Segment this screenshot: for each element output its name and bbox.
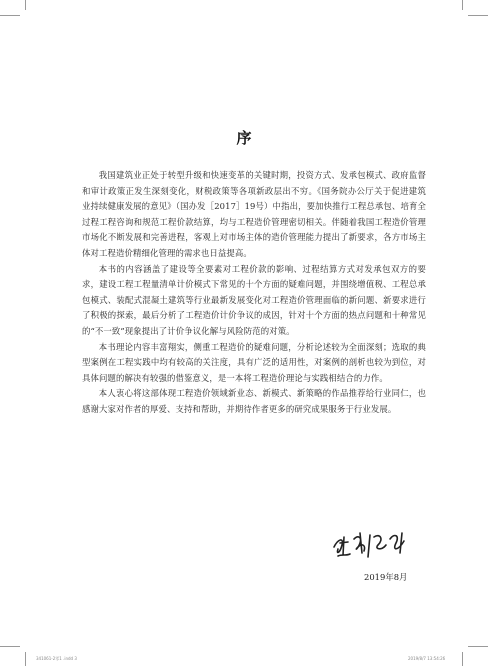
crop-mark-top-left-v bbox=[25, 0, 26, 10]
paragraph: 本书理论内容丰富翔实，侧重工程造价的疑难问题，分析论述较为全面深刻；选取的典型案例在工程实践中均有较高的关注度，具有广泛的适用性，对案例的剖析也较为到位，对具体问题的解决有较强的借鉴意义，是一本将工程造价理论与实践相结合的力作。 bbox=[82, 341, 426, 383]
paragraph: 我国建筑业正处于转型升级和快速变革的关键时期，投资方式、发承包模式、政府监督和审计政策正发生深刻变化，财税政策等各项新政层出不穷。《国务院办公厅关于促进建筑业持续健康发展的意见》（国办发［2017］19号）中指出，要加快推行工程总承包、培育全过程工程咨询和规范工程价款结算，均与工程造价管理密切相关。伴随着我国工程造价管理市场化不断发展和完善进程，客观上对市场主体的造价管理能力提出了新要求，各方市场主体对工程造价精细化管理的需求也日益提高。 bbox=[82, 170, 426, 258]
date: 2019年8月 bbox=[364, 572, 408, 582]
paragraph: 本书的内容涵盖了建设等全要素对工程价款的影响、过程结算方式对发承包双方的要求，建设工程工程量清单计价模式下常见的十个方面的疑难问题，并围绕增值税、工程总承包模式、装配式混凝土建筑等行业最新发展变化对工程造价管理面临的新问题、新要求进行了积极的探索，最后分析了工程造价计价争议的成因，针对十个方面的热点问题和十种常见的“不一致”现象提出了计价争议化解与风险防范的对策。 bbox=[82, 263, 426, 336]
crop-mark-bottom-left-h bbox=[0, 646, 20, 647]
print-slug-left: 341061-2零1 .indd 3 bbox=[36, 656, 77, 661]
crop-mark-bottom-right-v bbox=[462, 652, 463, 666]
handwritten-signature bbox=[330, 525, 410, 565]
crop-mark-top-left-h bbox=[0, 15, 20, 16]
crop-mark-bottom-right-h bbox=[468, 646, 488, 647]
paragraph: 本人衷心将这部体现工程造价领域新业态、新模式、新策略的作品推荐给行业同仁，也感谢大家对作者的厚爱、支持和帮助，并期待作者更多的研究成果服务于行业发展。 bbox=[82, 388, 426, 414]
crop-mark-top-right-v bbox=[462, 0, 463, 10]
crop-mark-bottom-left-v bbox=[25, 652, 26, 666]
page-title: 序 bbox=[236, 129, 252, 147]
print-slug-right: 2019/8/7 13:54:26 bbox=[408, 656, 446, 661]
preface-body bbox=[82, 168, 426, 418]
crop-mark-top-right-h bbox=[468, 15, 488, 16]
